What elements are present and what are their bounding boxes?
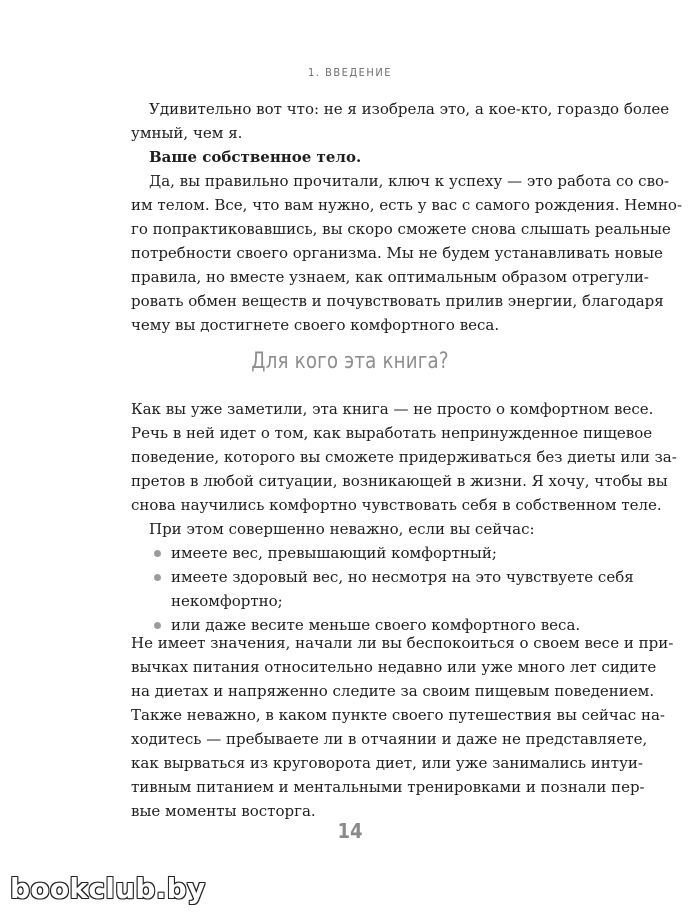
text-line: Не имеет значения, начали ли вы беспокоиться о своем весе и при- — [131, 634, 674, 652]
bullet-dot-icon — [154, 622, 161, 629]
list-item — [131, 565, 634, 589]
section-heading: Для кого эта книга? — [251, 349, 449, 374]
running-head: 1. ВВЕДЕНИЕ — [308, 66, 392, 79]
text-line: Также неважно, в каком пункте своего путешествия вы сейчас на- — [131, 706, 665, 724]
bold-line: Ваше собственное тело. — [149, 148, 362, 166]
text-line: им телом. Все, что вам нужно, есть у вас с самого рождения. Немно- — [131, 196, 683, 214]
text-line: потребности своего организма. Мы не будем устанавливать новые — [131, 244, 663, 262]
section-para2 — [131, 631, 674, 823]
text-line: умный, чем я. — [131, 124, 243, 142]
list-item-text: имеете вес, превышающий комфортный; — [171, 544, 497, 562]
list-item-text: имеете здоровый вес, но несмотря на это чувствуете себя — [171, 568, 634, 586]
text-line: снова научились комфортно чувствовать себя в собственном теле. — [131, 496, 662, 514]
text-line: чему вы достигнете своего комфортного веса. — [131, 316, 500, 334]
text-line: на диетах и напряженно следите за своим пищевым поведением. — [131, 682, 655, 700]
bullet-dot-icon — [154, 550, 161, 557]
text-line: тивным питанием и ментальными тренировками и познали пер- — [131, 778, 645, 796]
list-item-text: некомфортно; — [171, 592, 283, 610]
text-line: Да, вы правильно прочитали, ключ к успеху — это работа со сво- — [149, 172, 670, 190]
bullet-dot-icon — [154, 574, 161, 581]
text-line: вычках питания относительно недавно или уже много лет сидите — [131, 658, 657, 676]
intro-block — [131, 97, 683, 337]
list-intro: При этом совершенно неважно, если вы сейчас: — [149, 520, 535, 538]
text-line: Речь в ней идет о том, как выработать непринужденное пищевое — [131, 424, 653, 442]
watermark: bookclub.by — [10, 872, 206, 905]
list-item-continuation — [131, 589, 569, 613]
text-line: го попрактиковавшись, вы скоро сможете снова слышать реальные — [131, 220, 671, 238]
text-line: ходитесь — пребываете ли в отчаянии и даже не представляете, — [131, 730, 648, 748]
section-para1 — [131, 397, 677, 637]
text-line: претов в любой ситуации, возникающей в жизни. Я хочу, чтобы вы — [131, 472, 668, 490]
text-line: поведение, которого вы сможете придерживаться без диеты или за- — [131, 448, 677, 466]
text-line: Удивительно вот что: не я изобрела это, а кое-кто, гораздо более — [149, 100, 670, 118]
text-line: как вырваться из круговорота диет, или уже занимались интуи- — [131, 754, 643, 772]
text-line: ровать обмен веществ и почувствовать прилив энергии, благодаря — [131, 292, 664, 310]
text-line: вые моменты восторга. — [131, 802, 316, 820]
page-number: 14 — [337, 819, 363, 843]
text-line: Как вы уже заметили, эта книга — не просто о комфортном весе. — [131, 400, 654, 418]
text-line: правила, но вместе узнаем, как оптимальным образом отрегули- — [131, 268, 649, 286]
list-item-text: или даже весите меньше своего комфортного веса. — [171, 616, 581, 634]
list-item — [131, 541, 569, 565]
